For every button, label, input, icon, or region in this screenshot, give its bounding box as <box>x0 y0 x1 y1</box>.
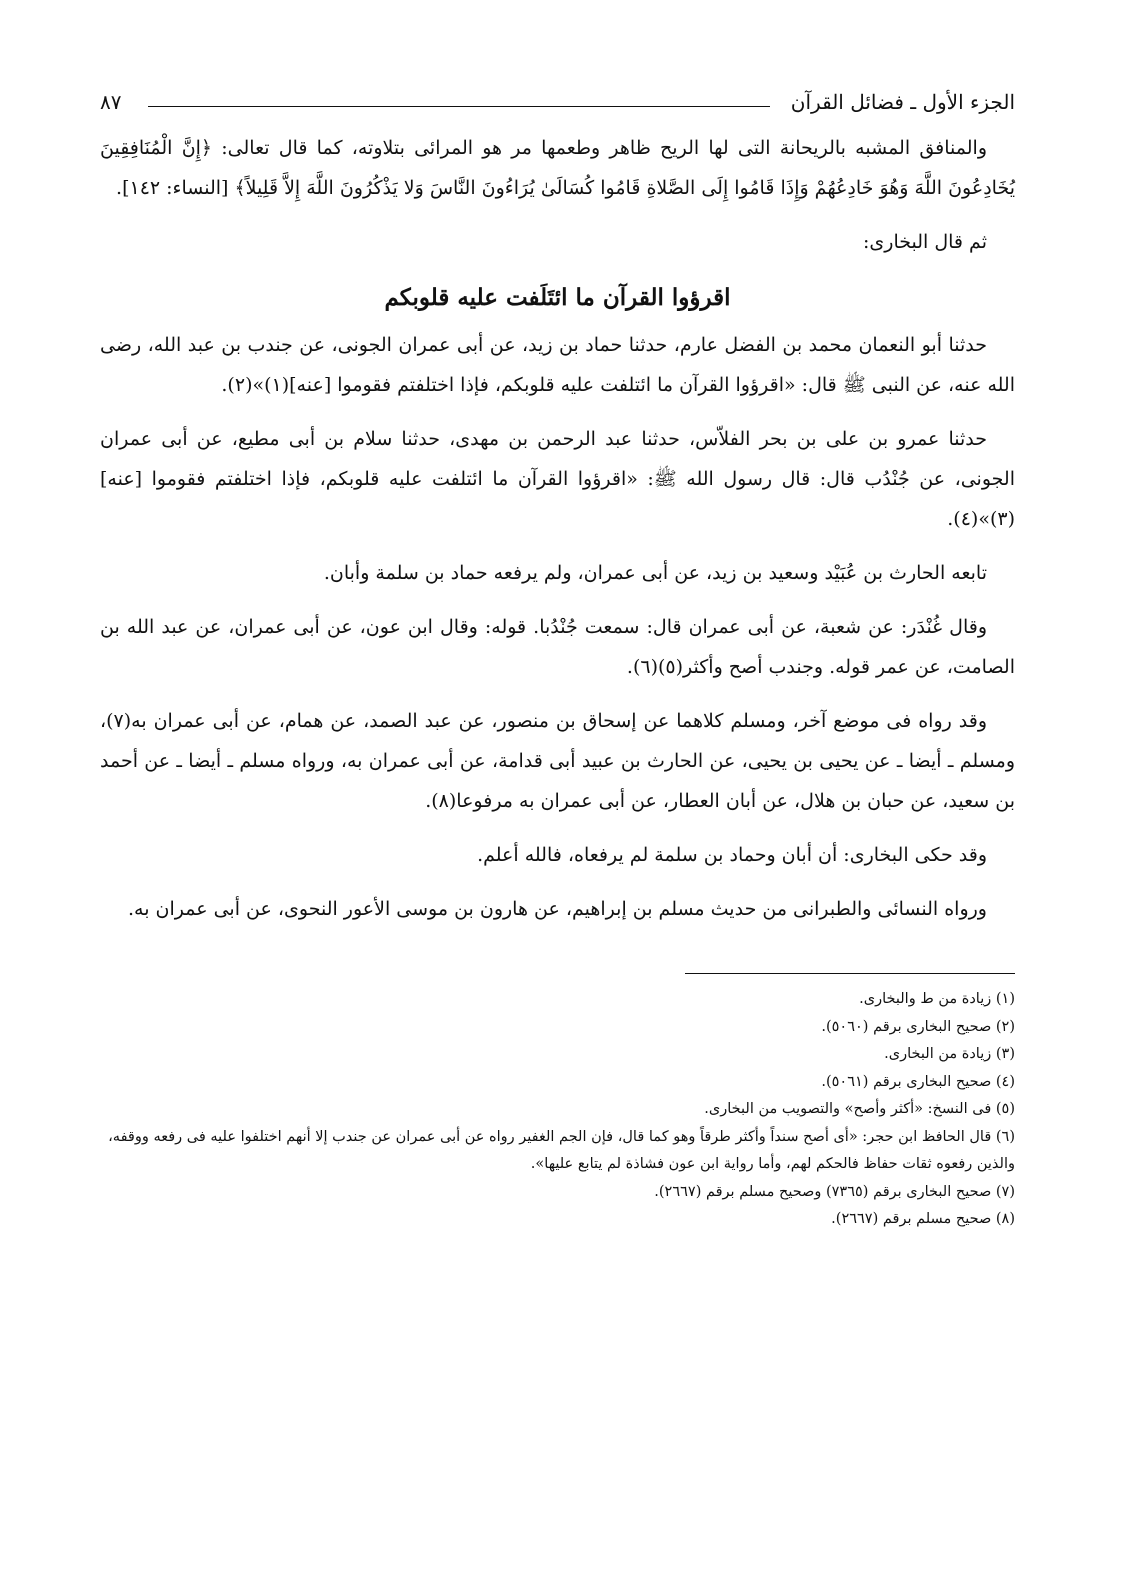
section-heading: اقرؤوا القرآن ما ائتَلَفت عليه قلوبكم <box>384 284 731 311</box>
running-title: الجزء الأول ـ فضائل القرآن <box>790 90 1015 114</box>
footnote: (١) زيادة من ط والبخارى. <box>859 991 1015 1007</box>
book-page <box>100 88 1015 1234</box>
paragraph-ghundar: وقال غُنْدَر: عن شعبة، عن أبى عمران قال: سمعت جُنْدُبا. قوله: وقال ابن عون، عن أبى عمران، عن عبد الله بن الصامت، عن عمر قوله. وجندب أصح وأكثر(٥)(٦). <box>100 616 1015 678</box>
footnote: (٦) قال الحافظ ابن حجر: «أى أصح سنداً وأكثر طرقاً وهو كما قال، فإن الجم الغفير رواه عن أبى عمران عن جندب إلا أنهم اختلفوا عليه فى رفعه ووقفه، والذين رفعوه ثقات حفاظ فالحكم لهم، وأما رواية ابن عون فشاذة لم يتابع عليها». <box>108 1128 1015 1172</box>
footnote: (٨) صحيح مسلم برقم (٢٦٦٧). <box>831 1211 1015 1227</box>
header-rule <box>148 106 770 107</box>
paragraph-mutaba: تابعه الحارث بن عُبَيْد وسعيد بن زيد، عن أبى عمران، ولم يرفعه حماد بن سلمة وأبان. <box>323 562 987 584</box>
paragraph-hypocrite-verse: والمنافق المشبه بالريحانة التى لها الريح ظاهر وطعمها مر هو المرائى بتلاوته، كما قال تعالى: ﴿إِنَّ الْمُنَافِقِينَ يُخَادِعُونَ اللَّهَ وَهُوَ خَادِعُهُمْ وَإِذَا قَامُوا إِلَى الصَّلاةِ قَامُوا كُسَالَىٰ يُرَاءُونَ النَّاسَ وَلا يَذْكُرُونَ اللَّهَ إِلاَّ قَلِيلاً﴾ [النساء: ١٤٢]. <box>100 137 1015 199</box>
footnote: (٢) صحيح البخارى برقم (٥٠٦٠). <box>821 1018 1015 1035</box>
paragraph-narrations: وقد رواه فى موضع آخر، ومسلم كلاهما عن إسحاق بن منصور، عن عبد الصمد، عن همام، عن أبى عمران به(٧)، ومسلم ـ أيضا ـ عن يحيى بن يحيى، عن الحارث بن عبيد أبى قدامة، عن أبى عمران به، ورواه مسلم ـ أيضا ـ عن أحمد بن سعيد، عن حبان بن هلال، عن أبان العطار، عن أبى عمران به مرفوعا(٨). <box>100 710 1015 812</box>
paragraph-bukhari-intro: ثم قال البخارى: <box>863 231 987 253</box>
footnote: (٧) صحيح البخارى برقم (٧٣٦٥) وصحيح مسلم برقم (٢٦٦٧). <box>654 1183 1015 1200</box>
footnote: (٣) زيادة من البخارى. <box>884 1046 1015 1062</box>
footnote: (٤) صحيح البخارى برقم (٥٠٦١). <box>821 1073 1015 1090</box>
paragraph-hadith-2: حدثنا عمرو بن على بن بحر الفلاّس، حدثنا عبد الرحمن بن مهدى، حدثنا سلام بن أبى مطيع، عن أبى عمران الجونى، عن جُنْدُب قال: قال رسول الله ﷺ: «اقرؤوا القرآن ما ائتلفت عليه قلوبكم، فإذا اختلفتم فقوموا [عنه](٣)»(٤). <box>100 428 1015 530</box>
paragraph-hadith-1: حدثنا أبو النعمان محمد بن الفضل عارم، حدثنا حماد بن زيد، عن أبى عمران الجونى، عن جندب بن عبد الله، رضى الله عنه، عن النبى ﷺ قال: «اقرؤوا القرآن ما ائتلفت عليه قلوبكم، فإذا اختلفتم فقوموا [عنه](١)»(٢). <box>100 334 1015 396</box>
paragraph-nasai: ورواه النسائى والطبرانى من حديث مسلم بن إبراهيم، عن هارون بن موسى الأعور النحوى، عن أبى عمران به. <box>127 898 987 920</box>
footnote-rule <box>685 973 1015 974</box>
footnotes <box>100 986 1015 1234</box>
paragraph-bukhari-note: وقد حكى البخارى: أن أبان وحماد بن سلمة لم يرفعاه، فالله أعلم. <box>477 844 987 866</box>
footnote: (٥) فى النسخ: «أكثر وأصح» والتصويب من البخارى. <box>704 1101 1015 1117</box>
page-number: ٨٧ <box>100 90 122 114</box>
running-header <box>100 88 1015 128</box>
